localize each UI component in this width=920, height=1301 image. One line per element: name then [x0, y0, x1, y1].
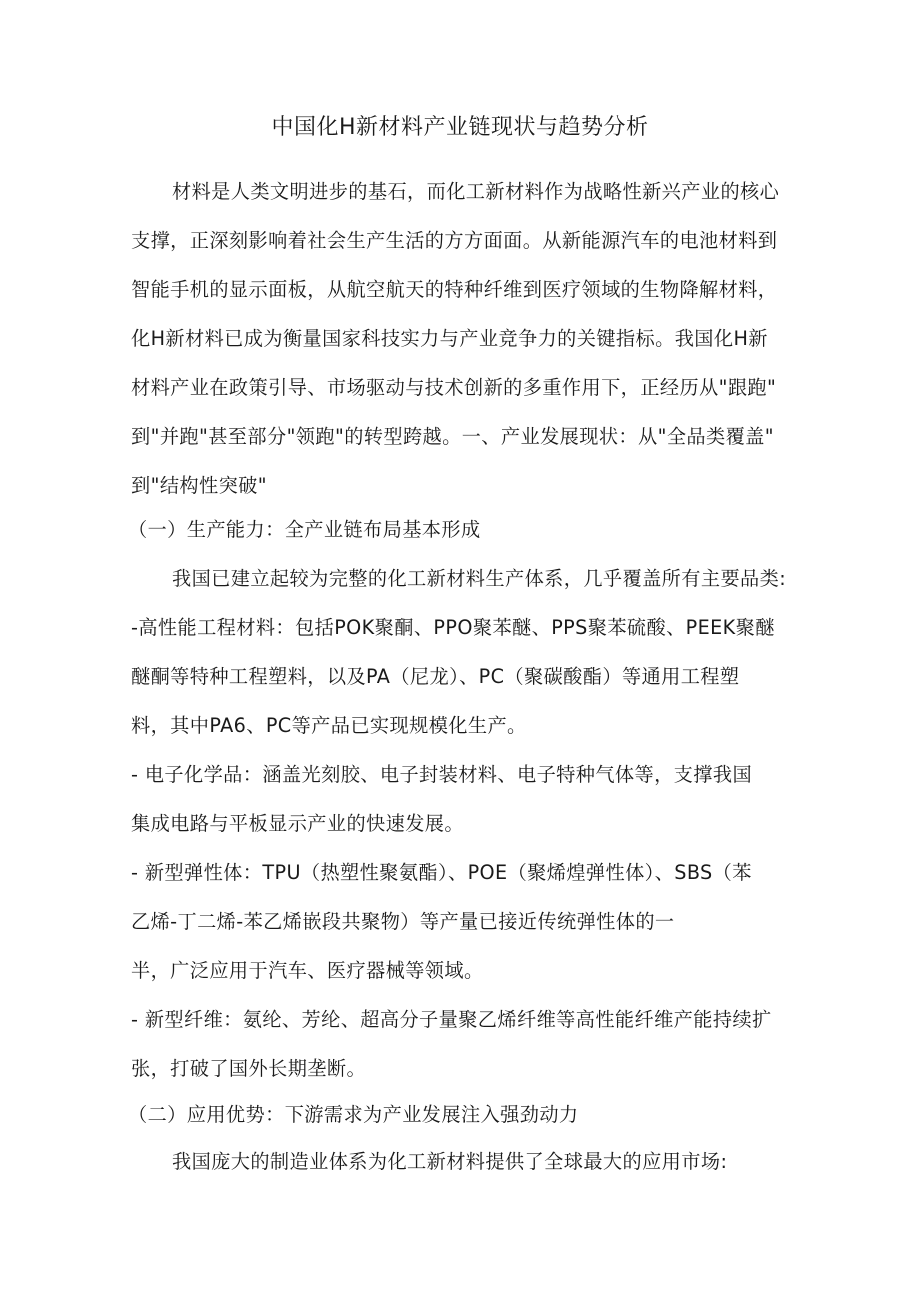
list-item-line: -高性能工程材料：包括POK聚酮、PPO聚苯醚、PPS聚苯硫酸、PEEK聚醚 [131, 616, 775, 639]
list-item-line: 集成电路与平板显示产业的快速发展。 [131, 812, 464, 835]
list-item-line: - 新型弹性体：TPU（热塑性聚氨酯）、POE（聚烯煌弹性体）、SBS（苯 [131, 861, 752, 884]
intro-line: 材料产业在政策引导、市场驱动与技术创新的多重作用下，正经历从"跟跑" [131, 376, 777, 399]
section-heading-2 [128, 1090, 792, 1139]
list-item-line: 半，广泛应用于汽车、医疗器械等领域。 [131, 959, 484, 982]
intro-line: 支撑，正深刻影响着社会生产生活的方方面面。从新能源汽车的电池材料到 [131, 229, 778, 252]
intro-line: 化H新材料已成为衡量国家科技实力与产业竞争力的关键指标。我国化H新 [131, 327, 768, 350]
intro-paragraph [131, 167, 795, 510]
intro-line: 材料是人类文明进步的基石，而化工新材料作为战略性新兴产业的核心 [172, 180, 780, 203]
intro-line: 智能手机的显示面板，从航空航天的特种纤维到医疗领域的生物降解材料， [131, 278, 778, 301]
list-item-line: - 新型纤维：氨纶、芳纶、超高分子量聚乙烯纤维等高性能纤维产能持续扩 [131, 1008, 772, 1031]
section1-list [131, 603, 795, 1093]
section1-lead-text: 我国已建立起较为完整的化工新材料生产体系，几乎覆盖所有主要品类: [172, 567, 787, 590]
section1-lead [131, 554, 795, 603]
section2-lead-text: 我国庞大的制造业体系为化工新材料提供了全球最大的应用市场: [172, 1150, 728, 1173]
list-item-line: 醚酮等特种工程塑料，以及PA（尼龙）、PC（聚碳酸酯）等通用工程塑 [131, 665, 740, 688]
intro-line: 到"结构性突破" [131, 474, 267, 497]
list-item-line: 料，其中PA6、PC等产品已实现规模化生产。 [131, 714, 527, 737]
list-item-line: - 电子化学品：涵盖光刻胶、电子封装材料、电子特种气体等，支撑我国 [131, 763, 753, 786]
section-heading-text: （二）应用优势：下游需求为产业发展注入强劲动力 [128, 1103, 579, 1126]
intro-line: 到"并跑"甚至部分"领跑"的转型跨越。一、产业发展现状：从"全品类覆盖" [131, 425, 774, 448]
section-heading-text: （一）生产能力：全产业链布局基本形成 [128, 518, 481, 541]
list-item-line: 乙烯-丁二烯-苯乙烯嵌段共聚物）等产量已接近传统弹性体的一 [131, 910, 675, 933]
list-item-line: 张，打破了国外长期垄断。 [131, 1057, 367, 1080]
document-title: 中国化H新材料产业链现状与趋势分析 [271, 115, 649, 140]
section2-lead [131, 1137, 795, 1186]
section-heading-1 [128, 505, 792, 554]
